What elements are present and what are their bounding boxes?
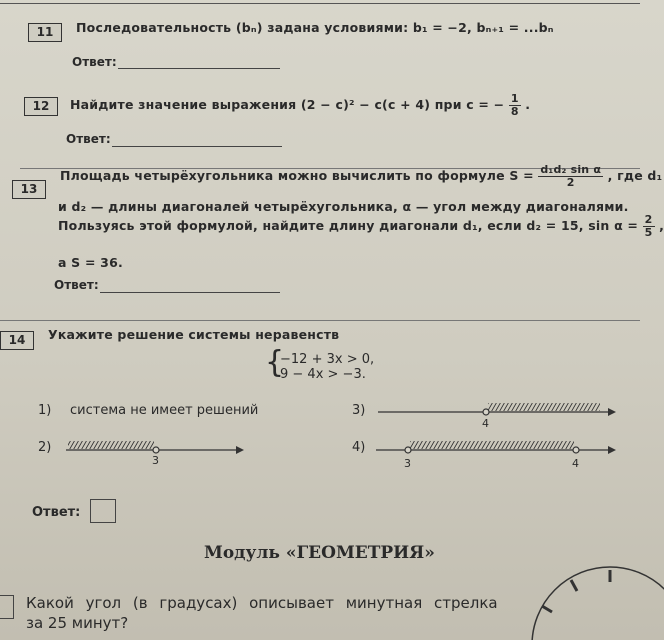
option-1-text[interactable]: система не имеет решений (70, 403, 259, 418)
inequality-1: −12 + 3x > 0, (280, 352, 375, 367)
question-14-answer-label: Ответ: (32, 505, 81, 520)
system-brace: { (265, 345, 285, 380)
question-13-line3-text: Пользуясь этой формулой, найдите длину диагонали d₁, если d₂ = 15, sin α = (58, 218, 639, 233)
question-15-number-box (0, 595, 14, 619)
question-14-answer-box[interactable] (90, 499, 116, 523)
question-13-answer-label: Ответ: (54, 278, 99, 292)
question-12-tail: . (525, 97, 531, 112)
question-15-line2: за 25 минут? (26, 614, 129, 632)
option-2-tick-label: 3 (152, 454, 159, 467)
inequality-2: 9 − 4x > −3. (280, 367, 366, 382)
option-4-tick-label-a: 3 (404, 457, 411, 470)
question-11-number: 11 (28, 23, 62, 42)
question-12-frac-denominator: 8 (510, 105, 519, 118)
question-13-sin-denominator: 5 (644, 226, 653, 239)
option-4-label: 4) (352, 440, 366, 455)
question-11-answer-label: Ответ: (72, 55, 117, 69)
question-11-text: Последовательность (bₙ) задана условиями: b₁ = −2, bₙ₊₁ = ...bₙ (76, 20, 554, 35)
option-3-number-line[interactable] (378, 403, 616, 416)
option-3-tick-label: 4 (482, 417, 489, 430)
question-13-number: 13 (12, 180, 46, 199)
question-13-formula-numerator: d₁d₂ sin α (540, 163, 602, 176)
clock-icon (500, 560, 640, 640)
option-4-tick-label-b: 4 (572, 457, 579, 470)
question-13-line1-tail: , где d₁ (607, 168, 663, 183)
question-14-number: 14 (0, 331, 34, 350)
question-13-formula-denominator: 2 (566, 176, 575, 189)
question-12-text-main: Найдите значение выражения (2 − c)² − c(c + 4) при c = − (70, 97, 505, 112)
question-13-line4: а S = 36. (58, 255, 123, 270)
question-12-frac-numerator: 1 (510, 92, 519, 105)
question-13-sin-numerator: 2 (644, 213, 653, 226)
option-2-label: 2) (38, 440, 52, 455)
question-13-line1-text: Площадь четырёхугольника можно вычислить по формуле S = (60, 168, 534, 183)
question-15-line1: Какой угол (в градусах) описывает минутная стрелка (26, 594, 498, 612)
question-14-title: Укажите решение системы неравенств (48, 327, 340, 342)
question-12-answer-label: Ответ: (66, 132, 111, 146)
option-4-number-line[interactable] (376, 441, 616, 454)
question-13-line3-tail: , (659, 218, 664, 233)
question-13-sin-fraction (643, 214, 655, 239)
option-1-label: 1) (38, 403, 52, 418)
option-3-label: 3) (352, 403, 366, 418)
module-title: Модуль «ГЕОМЕТРИЯ» (204, 543, 435, 563)
question-13-line2: и d₂ — длины диагоналей четырёхугольника, α — угол между диагоналями. (58, 199, 629, 214)
option-2-number-line[interactable] (66, 441, 244, 454)
question-12-number: 12 (24, 97, 58, 116)
